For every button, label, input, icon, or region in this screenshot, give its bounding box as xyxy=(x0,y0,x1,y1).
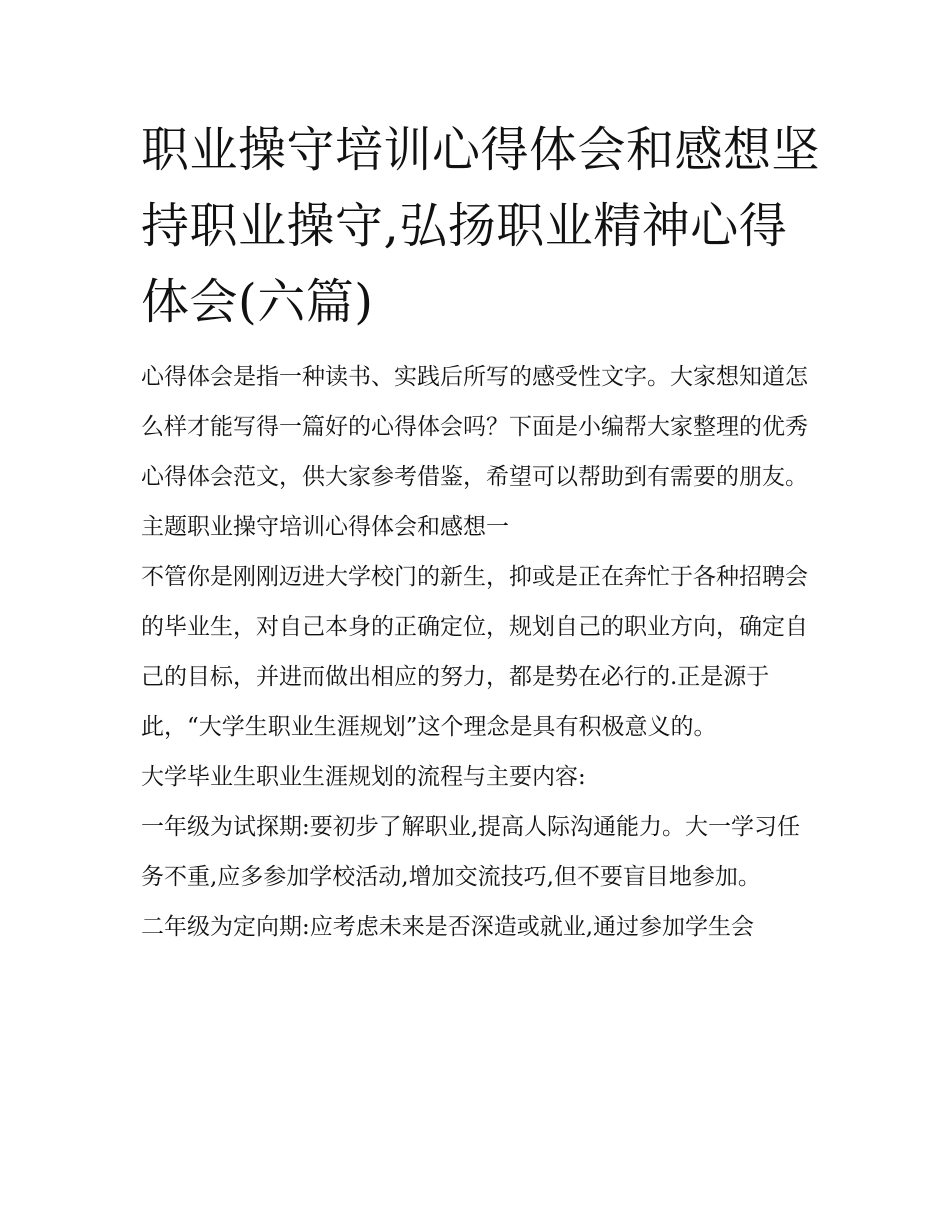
document-title: 职业操守培训心得体会和感想坚持职业操守,弘扬职业精神心得体会(六篇) xyxy=(141,122,821,330)
paragraph-body-1: 不管你是刚刚迈进大学校门的新生，抑或是正在奔忙于各种招聘会的毕业生，对自己本身的正确定位，规划自己的职业方向，确定自己的目标，并进而做出相应的努力，都是势在必行的.正是源于此，“大学生职业生涯规划”这个理念是具有积极意义的。 xyxy=(141,564,808,740)
paragraph-body-3: 一年级为试探期:要初步了解职业,提高人际沟通能力。大一学习任务不重,应多参加学校活动,增加交流技巧,但不要盲目地参加。 xyxy=(141,814,801,890)
paragraph-intro: 心得体会是指一种读书、实践后所写的感受性文字。大家想知道怎么样才能写得一篇好的心得体会吗？下面是小编帮大家整理的优秀心得体会范文，供大家参考借鉴，希望可以帮助到有需要的朋友。 xyxy=(141,364,808,490)
paragraph-body-4: 二年级为定向期:应考虑未来是否深造或就业,通过参加学生会 xyxy=(141,914,755,940)
document-page xyxy=(141,112,821,952)
paragraph-body-2: 大学毕业生职业生涯规划的流程与主要内容: xyxy=(141,764,586,790)
paragraph-section-heading: 主题职业操守培训心得体会和感想一 xyxy=(141,514,509,540)
